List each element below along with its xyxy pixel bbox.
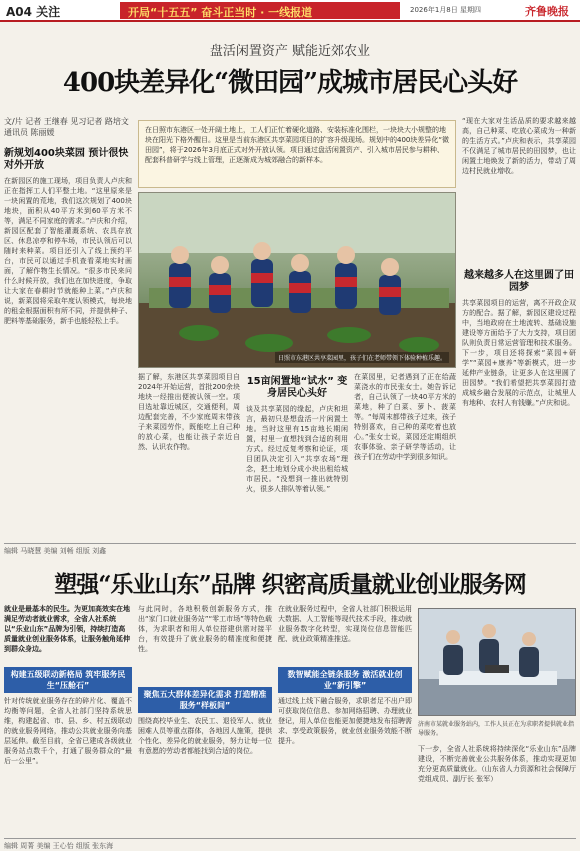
article-column [138,372,240,537]
photo-illustration [419,609,576,716]
issue-date: 2026年1月8日 星期四 [410,6,481,14]
column-text: 谈及共享菜园的缘起，卢庆和坦言，最初只是想盘活一片闲置土地。当时这里有15亩地长期闲置，村里一直想找到合适的利用方式。经过反复考察和论证，项目团队决定引入“共享农场”理念，把土地划分成小块出租给城市居民。“没想到一推出就特别火，很多人排队等着认领。” [246,405,348,493]
column-text: “现在大家对生活品质的要求越来越高，自己种菜、吃放心菜成为一种新的生活方式。”卢庆和表示，共享菜园不仅满足了城市居民的田园梦，也让闲置土地焕发了新的活力，带动了周边村民就业增收。 [462,117,576,175]
page-header [0,0,580,22]
article-column [138,604,272,834]
column-text: 下一步，全省人社系统将持续深化“乐业山东”品牌建设，不断完善就业公共服务体系，推动实现更加充分更高质量就业。（山东省人力资源和社会保障厅党组成员、副厅长 张军） [418,745,576,783]
column-text: 与此同时，各地积极创新服务方式，推出“家门口就业服务站”“零工市场”等特色载体，为求职者和用人单位搭建供需对接平台，有效提升了就业服务的精准度和便捷性。 [138,605,272,653]
article-column-left [4,148,132,556]
news-photo [138,192,456,368]
article-lead: 在日照市东港区一处开阔土地上，工人们正忙着硬化道路、安装标准化围栏，一块块大小规整的地块在阳光下格外醒目。这里是当前东港区共享菜园项目的扩容升级现场。规划中的400块差异化“微田园”，将于2026年3月底正式对外开放认领。项目通过盘活闲置资产、引入城市居民参与耕种、配套科普研学与线上管理，正逐渐成为城郊融合的新样本。 [138,120,456,188]
article-column [246,372,348,537]
column-text: 在就业服务过程中，全省人社部门积极运用大数据、人工智能等现代技术手段，推动就业服务数字化转型，实现岗位信息智能匹配、就业政策精准推送。 [278,605,412,643]
article-column-right [462,116,576,536]
header-banner: 开局“十五五” 奋斗正当时 · 一线报道 [120,2,400,19]
section-subhead: 越来越多人在这里圆了田园梦 [464,270,574,293]
article-byline: 文/片 记者 王继春 见习记者 路培文 通讯员 陈丽媛 [4,117,129,137]
article-headline: 塑强“乐业山东”品牌 织密高质量就业创业服务网 [54,571,526,598]
article-lead: 就业是最基本的民生。为更加高效实在地满足劳动者就业需求，全省人社系统以“乐业山东”品牌为引领，持续打造高质量就业创业服务体系，让服务触角延伸到群众身边。 [4,605,130,653]
column-text: 据了解，东港区共享菜园项目自2024年开始运营，首批200余块地块一经推出便被认领一空。项目选址靠近城区，交通便利，周边配套完善，不少家庭周末带孩子来菜园劳作，既能吃上自己种的放心菜，也能让孩子亲近自然、认识农作物。 [138,373,240,451]
article-headline: 400块差异化“微田园”成城市居民心头好 [62,68,518,98]
article-kicker: 盘活闲置资产 赋能近郊农业 [209,44,371,59]
column-text: 共享菜园项目的运营，离不开政企双方的配合。据了解，新园区建设过程中，当地政府在土地流转、基础设施建设等方面给予了大力支持，项目团队则负责日常运营管理和技术服务。下一步，项目还将探索“菜园+研学”“菜园+康养”等新模式，进一步延伸产业链条，让更多人在这里圆了田园梦。“我们希望把共享菜园打造成城乡融合发展的示范点，让城里人有地种、农村人有钱赚。”卢庆和说。 [462,299,576,407]
article-column [4,664,132,834]
section-subhead: 新规划400块菜园 预计很快对外开放 [4,148,129,171]
section-subhead: 数智赋能全链条服务 激活就业创业“新引擎” [278,667,412,693]
column-text: 围绕高校毕业生、农民工、退役军人、就业困难人员等重点群体，各地因人施策，提供个性化、差异化的就业服务，努力让每一位有意愿的劳动者都能找到合适的岗位。 [138,717,272,755]
article-column [418,744,576,834]
photo-caption: 日照市东港区共享菜园里，孩子们在老师带领下体验种植乐趣。 [275,352,449,363]
column-text: 针对传统就业服务存在的碎片化、覆盖不均衡等问题，全省人社部门坚持系统思维，构建起省、市、县、乡、村五级联动的就业服务网络，推动公共就业服务向基层延伸。截至目前，全省已建成各级就业服务站点数千个，打通了服务群众的“最后一公里”。 [4,697,132,765]
page-section-label: A04 关注 [6,5,61,19]
news-photo [418,608,576,716]
section-subhead: 构建五级联动新格局 筑牢服务民生“压舱石” [4,667,132,693]
section-subhead: 15亩闲置地“试水” 变身居民心头好 [246,376,348,399]
section-subhead: 聚焦五大群体差异化需求 打造精准服务“样板间” [138,687,272,713]
photo-caption: 济南市某就业服务站内，工作人员正在为求职者提供就业指导服务。 [418,721,575,737]
newspaper-logo: 齐鲁晚报 [525,5,569,18]
column-text: 在菜园里，记者遇到了正在给蔬菜浇水的市民张女士。她告诉记者，自己认领了一块40平方米的菜地，种了白菜、萝卜、菠菜等。“每周末都带孩子过来，孩子特别喜欢，自己种的菜吃着也放心。”张女士说，菜园还定期组织农事体验、亲子研学等活动，让孩子们在劳动中学到很多知识。 [354,373,456,461]
article-column [354,372,456,537]
photo-illustration [139,193,456,368]
column-text: 在新园区的施工现场，项目负责人卢庆和正在指挥工人们平整土地。“这里原来是一块闲置的荒地，我们这次规划了400块地块，面积从40平方米到60平方米不等，满足不同家庭的需求。”卢庆和介绍，新园区配套了智能灌溉系统、农具存放区、休息凉亭和停车场，市民认领后可以随时来种菜。项目还引入了线上预约平台，市民可以通过手机查看菜地实时画面，了解作物生长情况。“很多市民来问什么时候开放，我们也在加快进度，争取让大家在春耕时节就能种上菜。”卢庆和说，新菜园将采取年度认领模式，每块地的租金根据面积有所不同，并提供种子、肥料等基础服务，新手也能轻松上手。 [4,177,132,325]
editor-credits: 编辑 周菁 美编 王心怡 组版 张东海 [4,838,576,851]
column-text: 通过线上线下融合服务，求职者足不出户即可获取岗位信息、参加网络招聘、办理就业登记，用人单位也能更加便捷地发布招聘需求、享受政策服务，就业创业服务效能不断提升。 [278,697,412,745]
editor-credits: 编辑 马晓慧 美编 刘畅 组版 刘鑫 [4,543,576,556]
article-column [278,604,412,834]
